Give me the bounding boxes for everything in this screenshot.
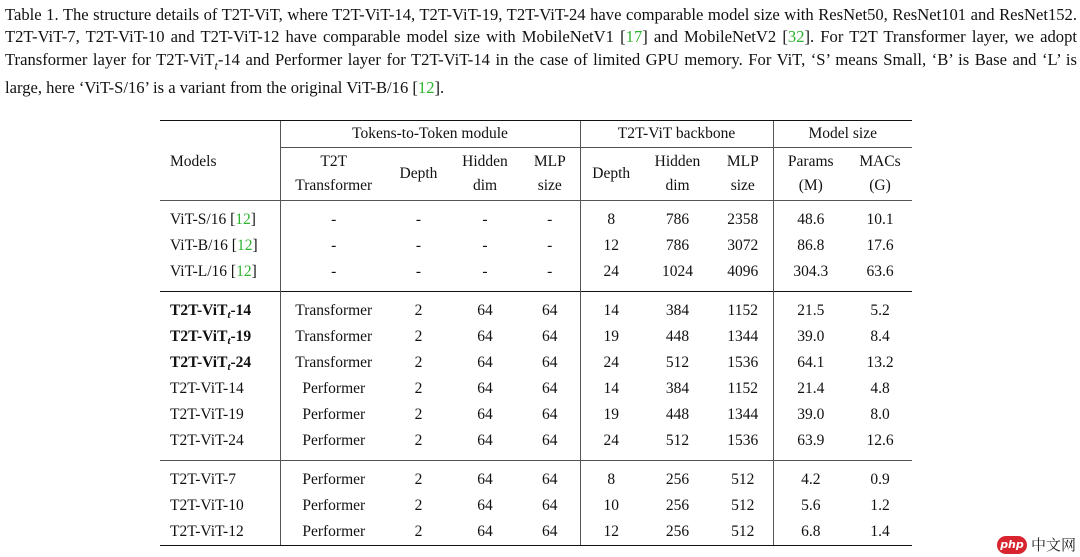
header-model-size: Model size	[773, 121, 912, 148]
cell-hidden: 256	[665, 497, 690, 514]
cell-t2t-hidden: 64	[477, 380, 493, 397]
cell-mlp: 1152	[713, 292, 773, 325]
header-backbone-depth: Depth	[580, 148, 642, 201]
cell-depth: 8	[580, 461, 642, 494]
cell-t2t-depth: 2	[414, 497, 423, 514]
model-name: T2T-ViT-24	[170, 432, 244, 449]
cell-t2t-type: Performer	[280, 376, 387, 402]
table-row	[160, 402, 912, 428]
cell-params: 5.6	[773, 493, 848, 519]
cell-t2t-hidden: -	[450, 201, 520, 234]
cell-t2t-type: Performer	[280, 519, 387, 546]
cell-mlp: 1344	[727, 328, 759, 345]
cell-t2t-mlp: 64	[520, 461, 580, 494]
cell-mlp: 2358	[713, 201, 773, 234]
cell-t2t-depth: 2	[387, 292, 450, 325]
cell-params: 86.8	[773, 233, 848, 259]
cell-params: 4.2	[773, 461, 848, 494]
table-row	[160, 259, 912, 292]
cell-t2t-mlp: 64	[520, 519, 580, 546]
cell-hidden: 786	[665, 237, 690, 254]
cell-t2t-depth: -	[415, 263, 422, 280]
cell-depth: 19	[580, 402, 642, 428]
table-row	[160, 376, 912, 402]
header-t2t-depth: Depth	[399, 165, 438, 182]
citation-link[interactable]: 17	[625, 27, 643, 47]
cell-depth: 24	[580, 350, 642, 376]
cell-t2t-mlp: -	[520, 201, 580, 234]
caption-text: -14 and Performer layer for T2T-ViT-14 in the case of limited GPU memory. For ViT, ‘S’ means Small, ‘B’ is Base and ‘L’ is large, here ‘ViT-S/16’ is a variant from the original ViT-B/16 [	[5, 49, 1077, 97]
cell-params: 6.8	[773, 519, 848, 546]
caption-text: Table 1. The structure details of T2T-ViT, where T2T-ViT-14, T2T-ViT-19, T2T-ViT-24 have comparable model size with ResNet50, ResNet101 and ResNet152. T2T-ViT-7, T2T-ViT-10 and T2T-ViT-12 have comparable model size with MobileNetV1 [	[5, 5, 1077, 47]
cell-t2t-depth: -	[415, 237, 422, 254]
cell-macs: 1.2	[870, 497, 890, 514]
table-row	[160, 519, 912, 546]
cell-params: 304.3	[773, 259, 848, 292]
cell-macs: 63.6	[866, 263, 894, 280]
cell-t2t-depth: -	[387, 201, 450, 234]
cell-t2t-mlp: 64	[542, 432, 558, 449]
cell-mlp: 3072	[727, 237, 759, 254]
cell-macs: 13.2	[866, 354, 894, 371]
citation-link[interactable]: 12	[417, 77, 435, 97]
cell-t2t-type: Transformer	[280, 350, 387, 376]
citation-link[interactable]: 12	[236, 237, 253, 254]
cell-params: 21.4	[773, 376, 848, 402]
cell-hidden: 384	[665, 380, 690, 397]
header-t2t-mlp: MLP size	[533, 153, 566, 194]
table-row	[160, 324, 912, 350]
cell-t2t-mlp: 64	[542, 497, 558, 514]
cell-depth: 19	[580, 324, 642, 350]
php-logo-icon: php	[997, 536, 1027, 554]
model-name: T2T-ViT-12	[160, 519, 280, 546]
cell-params: 64.1	[773, 350, 848, 376]
cell-depth: 24	[580, 428, 642, 461]
cell-t2t-depth: 2	[387, 461, 450, 494]
cell-t2t-hidden: 64	[450, 292, 520, 325]
cell-hidden: 384	[642, 292, 713, 325]
cell-t2t-type: Performer	[280, 402, 387, 428]
cell-t2t-hidden: 64	[477, 406, 493, 423]
cell-t2t-hidden: 64	[450, 461, 520, 494]
cell-depth: 8	[580, 201, 642, 234]
cell-t2t-type: -	[280, 259, 387, 292]
watermark	[997, 534, 1076, 555]
cell-t2t-depth: 2	[414, 406, 423, 423]
cell-t2t-mlp: 64	[520, 292, 580, 325]
table-row	[160, 350, 912, 376]
cell-macs: 5.2	[848, 292, 912, 325]
caption-text: ].	[434, 77, 445, 97]
cell-t2t-depth: 2	[414, 432, 423, 449]
cell-t2t-hidden: 64	[450, 519, 520, 546]
model-name: T2T-ViT-19	[170, 406, 244, 423]
cell-macs: 1.4	[848, 519, 912, 546]
cell-hidden: 512	[665, 354, 690, 371]
cell-t2t-depth: 2	[414, 380, 423, 397]
cell-t2t-depth: 2	[387, 519, 450, 546]
model-name: T2T-ViT$_t$-24	[170, 353, 252, 373]
cell-mlp: 512	[713, 519, 773, 546]
cell-t2t-hidden: 64	[477, 328, 493, 345]
caption-text: ]. For T2T Transformer layer, we adopt Transformer layer for T2T-ViT	[5, 27, 1078, 69]
header-params: Params (M)	[773, 148, 848, 201]
cell-t2t-depth: 2	[414, 354, 423, 371]
structure-table	[160, 120, 912, 546]
cell-hidden: 448	[665, 328, 690, 345]
cell-params: 21.5	[773, 292, 848, 325]
header-models: Models	[160, 121, 280, 201]
cell-t2t-hidden: -	[482, 263, 488, 280]
model-name: T2T-ViT-7	[160, 461, 280, 494]
cell-t2t-mlp: -	[547, 237, 553, 254]
cell-mlp: 4096	[727, 263, 759, 280]
cell-hidden: 448	[665, 406, 690, 423]
cell-t2t-type: Performer	[280, 493, 387, 519]
cell-macs: 8.4	[870, 328, 890, 345]
cell-params: 63.9	[773, 428, 848, 461]
citation-link[interactable]: 32	[787, 27, 805, 47]
watermark-text: 中文网	[1030, 536, 1076, 554]
cell-macs: 4.8	[870, 380, 890, 397]
caption-text: ] and MobileNetV2 [	[642, 27, 788, 47]
cell-hidden: 256	[642, 519, 713, 546]
cell-depth: 14	[580, 376, 642, 402]
citation-link[interactable]: 12	[236, 263, 252, 280]
cell-t2t-hidden: 64	[477, 432, 493, 449]
table-row	[160, 428, 912, 461]
cell-mlp: 1536	[727, 432, 759, 449]
table-caption	[5, 4, 1077, 99]
cell-t2t-hidden: -	[482, 237, 488, 254]
table-row	[160, 292, 912, 325]
cell-params: 48.6	[773, 201, 848, 234]
cell-t2t-type: Transformer	[280, 292, 387, 325]
cell-t2t-mlp: 64	[542, 380, 558, 397]
cell-t2t-depth: 2	[414, 328, 423, 345]
cell-depth: 10	[580, 493, 642, 519]
cell-t2t-type: Performer	[280, 428, 387, 461]
header-t2t-hidden: Hidden dim	[462, 153, 508, 194]
cell-t2t-hidden: 64	[477, 354, 493, 371]
header-t2t-module: Tokens-to-Token module	[280, 121, 580, 148]
cell-macs: 8.0	[870, 406, 890, 423]
model-name: ViT-L/16 [12]	[170, 263, 257, 280]
header-backbone-hidden: Hidden dim	[654, 153, 701, 194]
model-name: ViT-S/16 [12]	[160, 201, 280, 234]
model-name: T2T-ViT$_t$-19	[170, 327, 252, 347]
header-macs: MACs (G)	[859, 153, 901, 194]
model-name: T2T-ViT-10	[170, 497, 244, 514]
cell-hidden: 1024	[662, 263, 693, 280]
cell-depth: 12	[580, 233, 642, 259]
model-name: ViT-B/16 [12]	[170, 237, 258, 254]
cell-macs: 0.9	[848, 461, 912, 494]
cell-params: 39.0	[773, 402, 848, 428]
cell-t2t-type: Performer	[280, 461, 387, 494]
cell-hidden: 786	[642, 201, 713, 234]
header-backbone-mlp: MLP size	[726, 153, 759, 194]
cell-params: 39.0	[773, 324, 848, 350]
cell-mlp: 1344	[727, 406, 759, 423]
cell-t2t-type: -	[280, 233, 387, 259]
cell-mlp: 512	[731, 497, 755, 514]
table-row	[160, 493, 912, 519]
table-row	[160, 201, 912, 234]
cell-macs: 10.1	[848, 201, 912, 234]
cell-hidden: 256	[642, 461, 713, 494]
table-row	[160, 233, 912, 259]
cell-t2t-mlp: 64	[542, 354, 558, 371]
cell-t2t-type: -	[280, 201, 387, 234]
model-name: T2T-ViT-14	[170, 380, 244, 397]
caption-subscript: t	[214, 58, 218, 73]
header-t2t-transformer: T2T Transformer	[280, 148, 387, 201]
header-backbone: T2T-ViT backbone	[580, 121, 773, 148]
table-row	[160, 461, 912, 494]
cell-macs: 12.6	[866, 432, 894, 449]
citation-link[interactable]: 12	[235, 211, 251, 228]
cell-mlp: 512	[713, 461, 773, 494]
model-name: T2T-ViT$_t$-14	[160, 292, 280, 325]
cell-depth: 24	[580, 259, 642, 292]
cell-t2t-mlp: 64	[542, 406, 558, 423]
cell-t2t-mlp: -	[547, 263, 553, 280]
cell-t2t-mlp: 64	[542, 328, 558, 345]
cell-mlp: 1536	[727, 354, 759, 371]
cell-macs: 17.6	[866, 237, 894, 254]
cell-hidden: 512	[665, 432, 690, 449]
cell-mlp: 1152	[727, 380, 758, 397]
cell-depth: 12	[580, 519, 642, 546]
cell-t2t-type: Transformer	[280, 324, 387, 350]
cell-depth: 14	[580, 292, 642, 325]
cell-t2t-hidden: 64	[477, 497, 493, 514]
